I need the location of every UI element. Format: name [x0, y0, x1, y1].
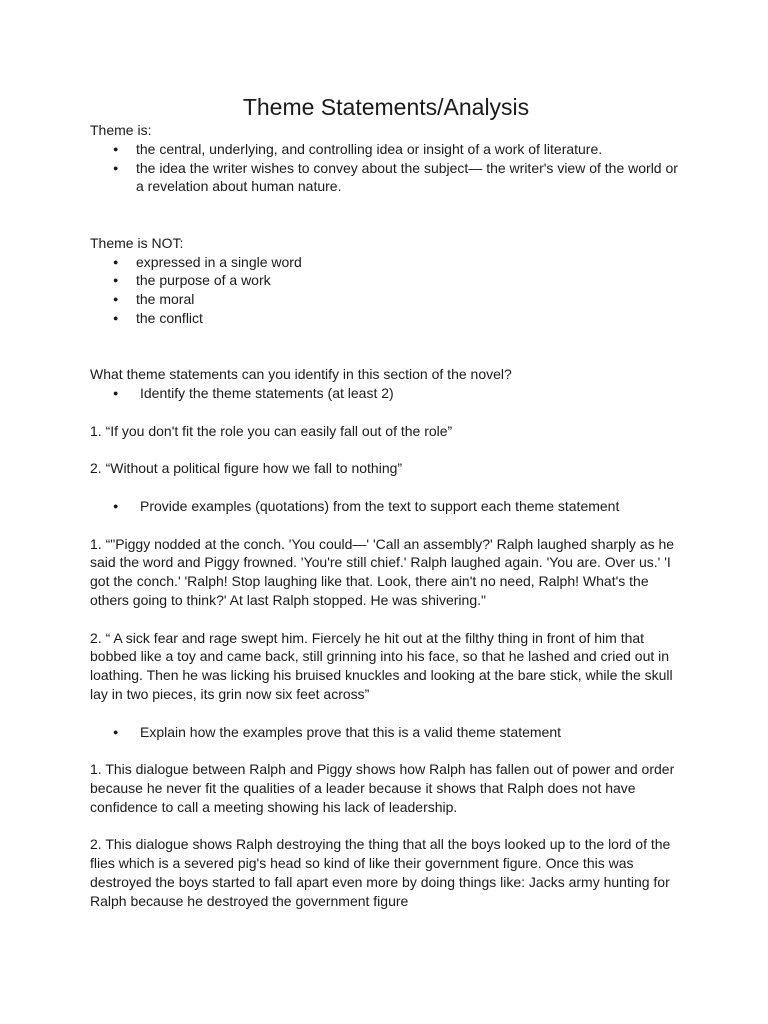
question-text: What theme statements can you identify in this section of the novel? — [90, 366, 512, 383]
spacer — [90, 403, 680, 422]
spacer — [90, 328, 680, 366]
list-item: ● the purpose of a work — [90, 271, 680, 290]
list-item: ● the conflict — [90, 309, 680, 328]
spacer — [90, 441, 680, 460]
list-item: ● expressed in a single word — [90, 253, 680, 272]
theme-is-heading: Theme is: — [90, 122, 152, 138]
theme-is-not-heading: Theme is NOT: — [90, 234, 184, 251]
identify-task-list — [90, 384, 680, 403]
explain-task-list — [90, 723, 680, 742]
theme-is-list — [90, 140, 680, 196]
page-title: Theme Statements/Analysis — [242, 94, 530, 120]
answer-paragraph: 2. “Without a political figure how we fall to nothing” — [90, 460, 403, 477]
quote-paragraph: 2. “ A sick fear and rage swept him. Fiercely he hit out at the filthy thing in front of him that bobbed like a toy and came back, still grinning into his face, so that he lashed and cried out in loathing. Then he was licking his bruised knuckles and looking at the bare stick, while the skull lay in two pieces, its grin now six feet across” — [90, 629, 673, 702]
spacer — [90, 741, 680, 760]
explanation-paragraph: 2. This dialogue shows Ralph destroying the thing that all the boys looked up to the lord of the flies which is a severed pig's head so kind of like their government figure. Once this was destroyed the boys started to fall apart even more by doing things like: Jacks army hunting for Ralph because he destroyed the government figure — [90, 836, 671, 909]
list-item: ● the moral — [90, 290, 680, 309]
list-item: ● the idea the writer wishes to convey about the subject— the writer's view of the world or a revelation about human nature. — [90, 159, 680, 197]
quote-paragraph: 1. “"Piggy nodded at the conch. 'You could—' 'Call an assembly?' Ralph laughed sharply as he said the word and Piggy frowned. 'You're still chief.' Ralph laughed again. 'You are. Over us.' 'I got the conch.' 'Ralph! Stop laughing like that. Look, there ain't no need, Ralph! What's the others going to think?' At last Ralph stopped. He was shivering." — [90, 535, 675, 608]
task-item: ● Identify the theme statements (at least 2) — [90, 384, 680, 403]
spacer — [90, 704, 680, 723]
list-item: ● the central, underlying, and controlling idea or insight of a work of literature. — [90, 140, 680, 159]
spacer — [90, 816, 680, 835]
spacer — [90, 478, 680, 497]
spacer — [90, 196, 680, 234]
spacer — [90, 610, 680, 629]
spacer — [90, 516, 680, 535]
task-item: ● Provide examples (quotations) from the text to support each theme statement — [90, 497, 680, 516]
answer-paragraph: 1. “If you don't fit the role you can easily fall out of the role” — [90, 422, 453, 439]
theme-is-not-list — [90, 253, 680, 328]
examples-task-list — [90, 497, 680, 516]
task-item: ● Explain how the examples prove that this is a valid theme statement — [90, 723, 680, 742]
explanation-paragraph: 1. This dialogue between Ralph and Piggy shows how Ralph has fallen out of power and order because he never fit the qualities of a leader because it shows that Ralph does not have confidence to call a meeting showing his lack of leadership. — [90, 761, 675, 815]
